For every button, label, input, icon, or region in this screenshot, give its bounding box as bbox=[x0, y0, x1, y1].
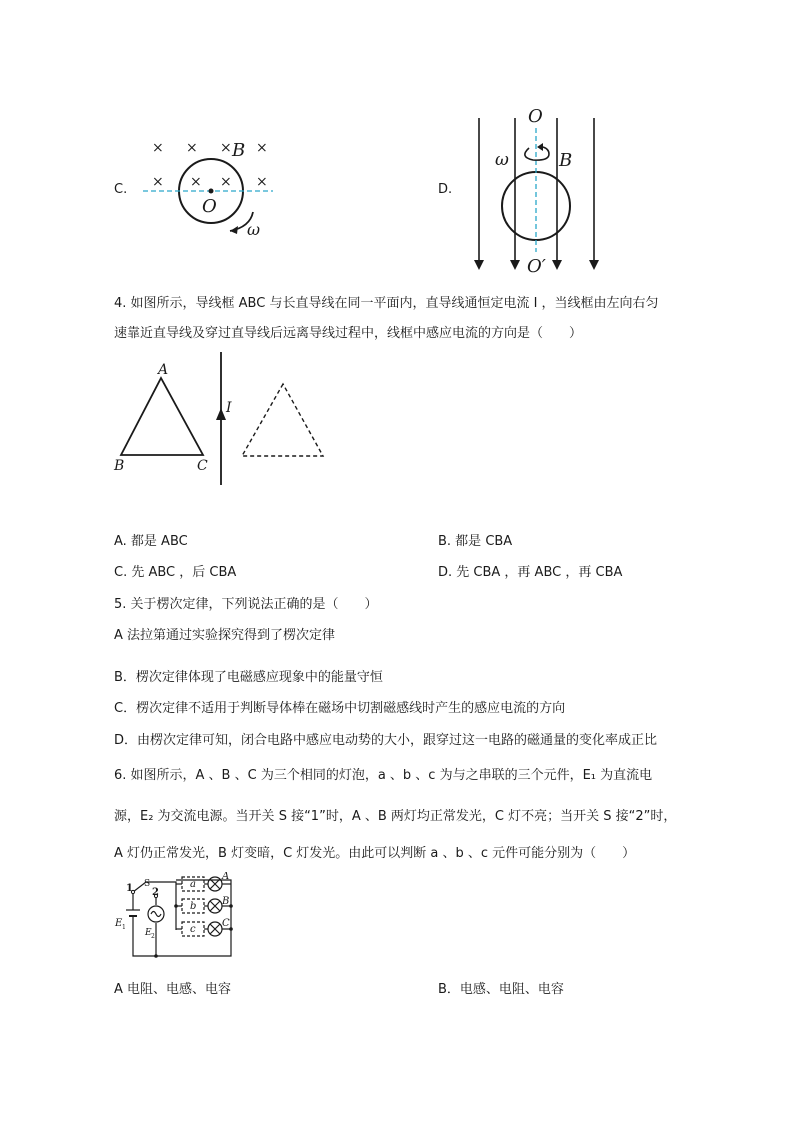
junction-dot bbox=[229, 927, 233, 931]
q5-option-d[interactable]: D．由楞次定律可知，闭合电路中感应电动势的大小，跟穿过这一电路的磁通量的变化率成正比 bbox=[114, 733, 658, 748]
omega-label: ω bbox=[495, 150, 509, 170]
q5-option-a[interactable]: A 法拉第通过实验探究得到了楞次定律 bbox=[114, 628, 336, 643]
center-point bbox=[209, 189, 214, 194]
current-label-i: I bbox=[226, 400, 232, 416]
triangle-frame-dashed bbox=[242, 384, 323, 456]
switch-label-s: S bbox=[144, 879, 151, 889]
junction-dot bbox=[229, 904, 233, 908]
lamp-label-b: B bbox=[222, 896, 230, 907]
source-label-e1-sub: 1 bbox=[122, 924, 126, 931]
q4-option-a[interactable]: A. 都是 ABC bbox=[114, 534, 188, 549]
option-d-label: D. bbox=[438, 182, 453, 197]
q5-option-c[interactable]: C．楞次定律不适用于判断导体棒在磁场中切割磁感线时产生的感应电流的方向 bbox=[114, 701, 566, 716]
q4-stem-line2: 速靠近直导线及穿过直导线后远离导线过程中，线框中感应电流的方向是（ ） bbox=[114, 326, 583, 341]
element-label-c: c bbox=[190, 924, 196, 935]
rotation-arrow-head bbox=[537, 143, 543, 151]
field-label-b: B bbox=[232, 140, 246, 161]
field-arrow-head bbox=[510, 260, 520, 270]
q6-option-b[interactable]: B．电感、电阻、电容 bbox=[438, 982, 564, 997]
cross-mark: × bbox=[152, 174, 164, 190]
q5-option-b[interactable]: B．楞次定律体现了电磁感应现象中的能量守恒 bbox=[114, 670, 383, 685]
cross-mark: × bbox=[256, 140, 268, 156]
axis-label-o-prime: O′ bbox=[527, 256, 546, 277]
ac-wave bbox=[151, 912, 161, 917]
q4-option-d[interactable]: D. 先 CBA ，再 ABC ，再 CBA bbox=[438, 565, 623, 580]
figure-q6-circuit bbox=[112, 872, 247, 962]
figure-q4 bbox=[108, 348, 338, 488]
q4-option-b[interactable]: B. 都是 CBA bbox=[438, 534, 513, 549]
vertex-label-c: C bbox=[197, 458, 208, 474]
q4-option-c[interactable]: C. 先 ABC ，后 CBA bbox=[114, 565, 237, 580]
cross-mark: × bbox=[220, 140, 232, 156]
junction-dot bbox=[154, 954, 158, 958]
element-label-a: a bbox=[190, 879, 196, 890]
q6-stem-line3: A 灯仍正常发光，B 灯变暗，C 灯发光。由此可以判断 a 、b 、c 元件可能分别为（ ） bbox=[114, 846, 636, 861]
junction-dot bbox=[174, 904, 178, 908]
field-arrow-head bbox=[589, 260, 599, 270]
source-label-e2: E bbox=[145, 928, 152, 938]
option-c-label: C. bbox=[114, 182, 128, 197]
vertex-label-a: A bbox=[158, 362, 169, 378]
cross-mark: × bbox=[190, 174, 202, 190]
lamp-cross bbox=[210, 924, 220, 934]
element-label-b: b bbox=[190, 901, 197, 912]
cross-mark: × bbox=[186, 140, 198, 156]
current-arrow-head bbox=[216, 408, 226, 420]
lamp-label-c: C bbox=[222, 918, 230, 929]
source-label-e1: E bbox=[115, 918, 123, 929]
terminal-label-2: 2 bbox=[152, 887, 159, 898]
q5-stem: 5. 关于楞次定律，下列说法正确的是（ ） bbox=[114, 597, 378, 612]
center-label-o: O bbox=[202, 196, 217, 217]
circuit-wire bbox=[146, 882, 176, 930]
field-label-b: B bbox=[559, 150, 573, 171]
cross-mark: × bbox=[152, 140, 164, 156]
terminal-label-1: 1 bbox=[126, 883, 133, 894]
axis-label-o: O bbox=[528, 106, 543, 127]
cross-mark: × bbox=[256, 174, 268, 190]
field-arrow-head bbox=[474, 260, 484, 270]
figure-q3-c bbox=[140, 130, 285, 245]
q6-option-a[interactable]: A 电阻、电感、电容 bbox=[114, 982, 232, 997]
omega-label: ω bbox=[247, 220, 261, 239]
triangle-frame-solid bbox=[121, 378, 203, 455]
coil-circle bbox=[502, 172, 570, 240]
q6-stem-line2: 源，E₂ 为交流电源。当开关 S 接“1”时，A 、B 两灯均正常发光，C 灯不亮；当开关 S 接“2”时， bbox=[114, 809, 677, 824]
q6-stem-line1: 6. 如图所示，A 、B 、C 为三个相同的灯泡，a 、b 、c 为与之串联的三个元件，E₁ 为直流电 bbox=[114, 768, 653, 783]
lamp-cross bbox=[210, 901, 220, 911]
figure-q3-d bbox=[465, 100, 610, 280]
source-label-e2-sub: 2 bbox=[151, 933, 155, 940]
q4-stem-line1: 4. 如图所示，导线框 ABC 与长直导线在同一平面内，直导线通恒定电流 I ，当线框由左向右匀 bbox=[114, 296, 659, 311]
cross-mark: × bbox=[220, 174, 232, 190]
field-arrow-head bbox=[552, 260, 562, 270]
rotation-arrow bbox=[525, 147, 549, 160]
lamp-label-a: A bbox=[222, 872, 230, 882]
vertex-label-b: B bbox=[114, 458, 125, 474]
